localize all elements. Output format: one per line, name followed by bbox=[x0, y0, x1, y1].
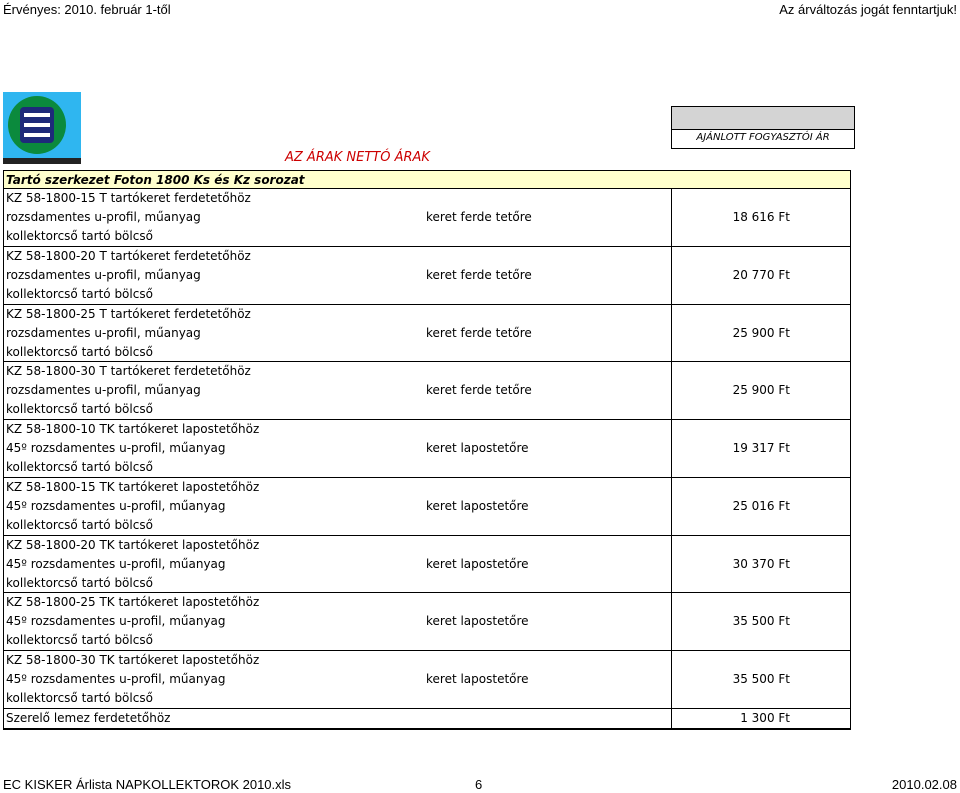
table-row bbox=[4, 536, 850, 594]
price-value: 35 500 Ft bbox=[732, 614, 790, 629]
table-row bbox=[4, 651, 850, 709]
product-code: KZ 58-1800-15 T tartókeret ferdetetőhöz bbox=[6, 191, 251, 205]
price-header-box bbox=[671, 106, 855, 130]
product-code: KZ 58-1800-15 TK tartókeret lapostetőhöz bbox=[6, 479, 260, 494]
product-material: 45º rozsdamentes u-profil, műanyag bbox=[6, 498, 226, 513]
product-code: KZ 58-1800-30 T tartókeret ferdetetőhöz bbox=[6, 364, 251, 379]
price-value: 25 016 Ft bbox=[732, 498, 790, 513]
price-value: 19 317 Ft bbox=[732, 441, 790, 455]
table-row bbox=[4, 189, 850, 247]
table-row bbox=[4, 305, 850, 363]
mount-type: keret ferde tetőre bbox=[426, 325, 532, 340]
product-code: KZ 58-1800-20 T tartókeret ferdetetőhöz bbox=[6, 248, 251, 263]
table-row bbox=[4, 593, 850, 651]
product-material: rozsdamentes u-profil, műanyag bbox=[6, 325, 201, 340]
product-code: KZ 58-1800-25 TK tartókeret lapostetőhöz bbox=[6, 595, 260, 610]
product-code: KZ 58-1800-25 T tartókeret ferdetetőhöz bbox=[6, 306, 251, 321]
product-material: 45º rozsdamentes u-profil, műanyag bbox=[6, 614, 226, 629]
mount-type: keret lapostetőre bbox=[426, 498, 529, 513]
table-row bbox=[4, 362, 850, 420]
table-row bbox=[4, 478, 850, 536]
price-value: 30 370 Ft bbox=[732, 556, 790, 571]
price-value: 25 900 Ft bbox=[732, 325, 790, 340]
product-code: KZ 58-1800-20 TK tartókeret lapostetőhöz bbox=[6, 537, 260, 552]
price-value: 18 616 Ft bbox=[732, 210, 790, 224]
table-row bbox=[4, 709, 850, 728]
net-prices-title: AZ ÁRAK NETTÓ ÁRAK bbox=[285, 150, 430, 165]
recommended-price-header: AJÁNLOTT FOGYASZTÓI ÁR bbox=[671, 128, 855, 149]
product-accessory: kollektorcső tartó bölcső bbox=[6, 460, 153, 474]
product-accessory: kollektorcső tartó bölcső bbox=[6, 517, 153, 532]
mount-type: keret ferde tetőre bbox=[426, 210, 532, 224]
logo-ring bbox=[8, 96, 66, 154]
product-material: 45º rozsdamentes u-profil, műanyag bbox=[6, 441, 226, 455]
product-code: KZ 58-1800-10 TK tartókeret lapostetőhöz bbox=[6, 422, 260, 436]
price-value: 35 500 Ft bbox=[732, 672, 790, 686]
product-material: rozsdamentes u-profil, műanyag bbox=[6, 383, 201, 398]
product-accessory: kollektorcső tartó bölcső bbox=[6, 286, 153, 301]
price-column-divider bbox=[671, 189, 672, 728]
logo-emblem bbox=[20, 107, 54, 143]
price-value: 1 300 Ft bbox=[740, 710, 790, 725]
company-logo bbox=[3, 92, 81, 164]
product-material: 45º rozsdamentes u-profil, műanyag bbox=[6, 672, 226, 686]
product-material: 45º rozsdamentes u-profil, műanyag bbox=[6, 556, 226, 571]
validity-header: Érvényes: 2010. február 1-től bbox=[3, 2, 171, 17]
footer-filename: EC KISKER Árlista NAPKOLLEKTOROK 2010.xls bbox=[3, 777, 292, 792]
mount-type: keret lapostetőre bbox=[426, 441, 529, 455]
product-code: KZ 58-1800-30 TK tartókeret lapostetőhöz bbox=[6, 653, 260, 667]
price-change-notice: Az árváltozás jogát fenntartjuk! bbox=[779, 2, 957, 17]
product-accessory: kollektorcső tartó bölcső bbox=[6, 691, 153, 705]
mount-type: keret lapostetőre bbox=[426, 556, 529, 571]
product-material: rozsdamentes u-profil, műanyag bbox=[6, 210, 201, 224]
product-accessory: kollektorcső tartó bölcső bbox=[6, 229, 153, 243]
mount-type: keret lapostetőre bbox=[426, 614, 529, 629]
mount-type: keret ferde tetőre bbox=[426, 383, 532, 398]
footer-page-number: 6 bbox=[475, 777, 483, 792]
price-value: 25 900 Ft bbox=[732, 383, 790, 398]
footer-date: 2010.02.08 bbox=[891, 777, 957, 792]
price-value: 20 770 Ft bbox=[732, 267, 790, 282]
product-accessory: kollektorcső tartó bölcső bbox=[6, 402, 153, 417]
logo-strip bbox=[3, 158, 81, 164]
mount-type: keret lapostetőre bbox=[426, 672, 529, 686]
product-accessory: kollektorcső tartó bölcső bbox=[6, 633, 153, 648]
table-row bbox=[4, 247, 850, 305]
table-row bbox=[4, 420, 850, 478]
product-accessory: kollektorcső tartó bölcső bbox=[6, 344, 153, 359]
price-table bbox=[3, 189, 851, 730]
section-title: Tartó szerkezet Foton 1800 Ks és Kz sorozat bbox=[3, 170, 851, 189]
product-material: rozsdamentes u-profil, műanyag bbox=[6, 267, 201, 282]
product-code: Szerelő lemez ferdetetőhöz bbox=[6, 710, 171, 725]
mount-type: keret ferde tetőre bbox=[426, 267, 532, 282]
product-accessory: kollektorcső tartó bölcső bbox=[6, 575, 153, 590]
